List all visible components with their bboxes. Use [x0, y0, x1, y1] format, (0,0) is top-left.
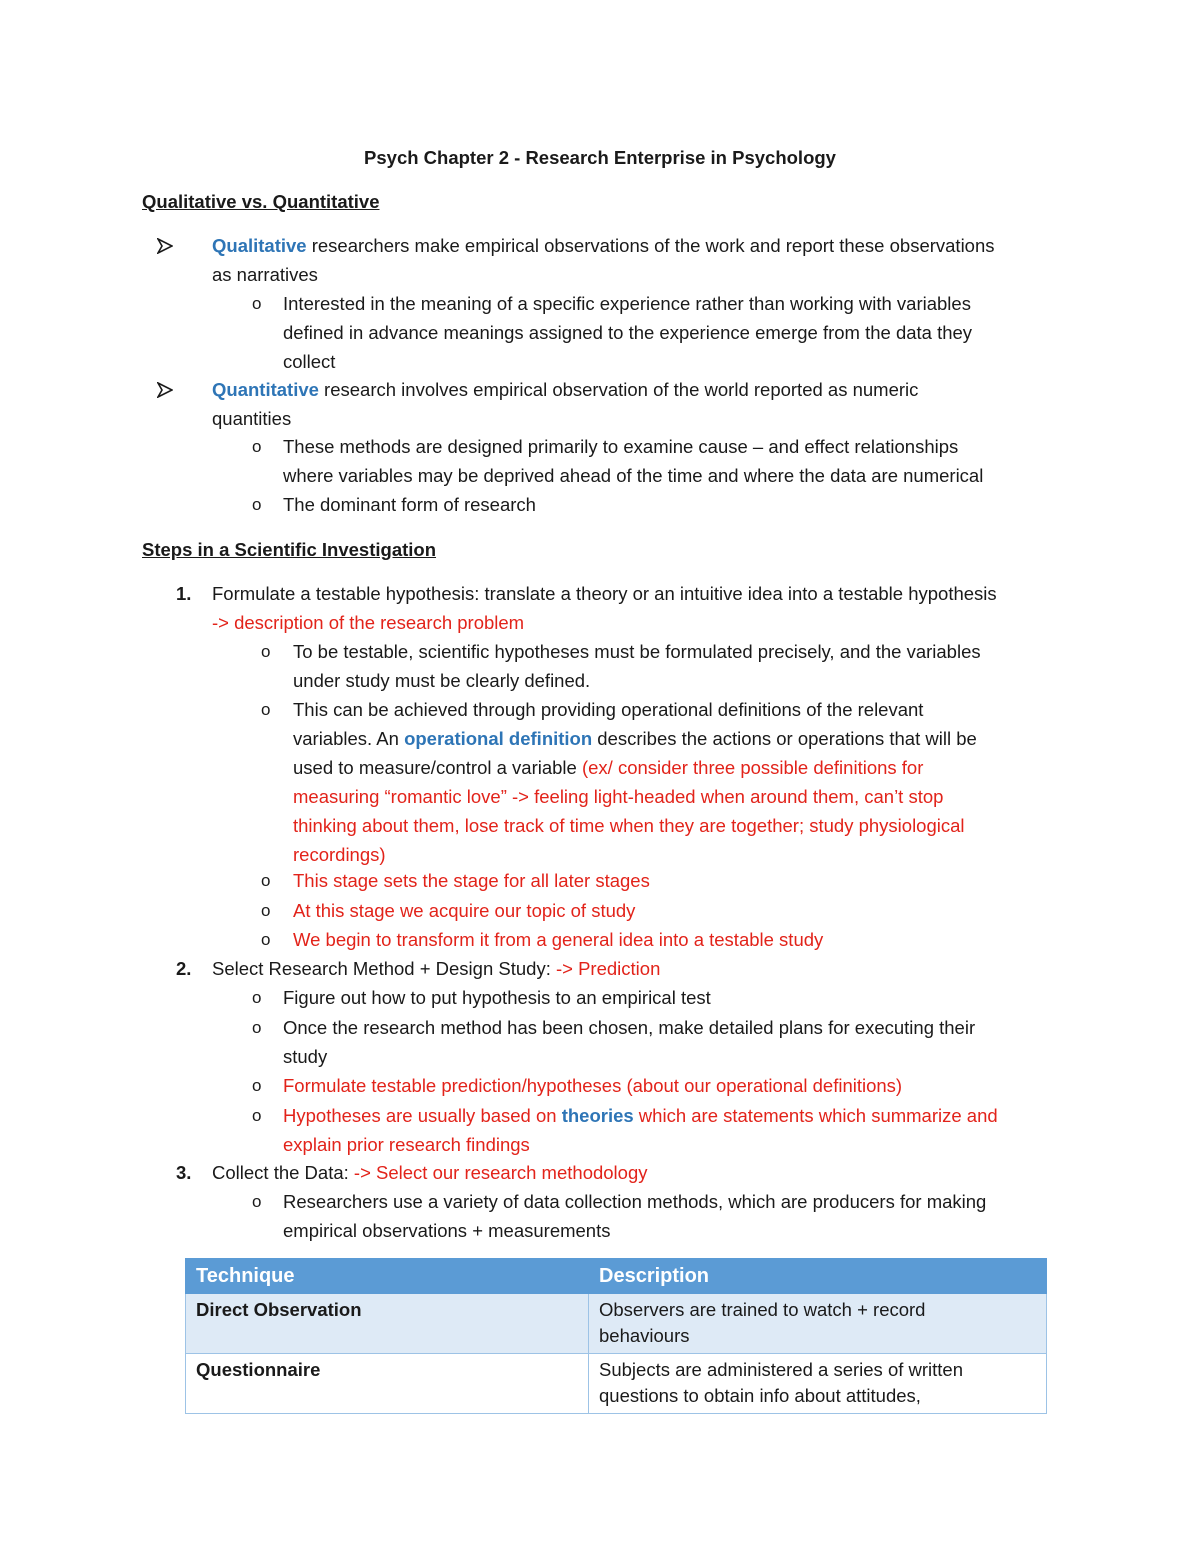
- step1-sub-1: To be testable, scientific hypotheses must be formulated precisely, and the variables under study must be clearly defined.: [293, 641, 981, 691]
- step1-text: Formulate a testable hypothesis: translate a theory or an intuitive idea into a testable hypothesis -> description of the research problem: [212, 583, 997, 633]
- sub-bullet-marker: o: [252, 988, 262, 1007]
- table-cell-description: Observers are trained to watch + record behaviours: [589, 1294, 1047, 1354]
- sub-bullet-marker: o: [261, 700, 271, 719]
- arrow-bullet-icon: [155, 231, 185, 260]
- step3-sub-1: Researchers use a variety of data collection methods, which are producers for making empirical observations + measurements: [283, 1191, 987, 1241]
- sub-bullet-marker: o: [261, 930, 271, 949]
- table-cell-description: Subjects are administered a series of written questions to obtain info about attitudes,: [589, 1354, 1047, 1414]
- section-heading-steps: Steps in a Scientific Investigation: [142, 539, 437, 560]
- step3-text: Collect the Data: -> Select our research methodology: [212, 1162, 648, 1183]
- sub-bullet-marker: o: [261, 642, 271, 661]
- quantitative-bullet: Quantitative research involves empirical observation of the world reported as numeric quantities: [212, 379, 919, 429]
- step1-sub-4: At this stage we acquire our topic of study: [293, 900, 636, 921]
- page-title: Psych Chapter 2 - Research Enterprise in Psychology: [364, 147, 836, 168]
- qualitative-term: Qualitative: [212, 235, 307, 256]
- step-number: 1.: [176, 583, 192, 604]
- step1-sub-5: We begin to transform it from a general idea into a testable study: [293, 929, 824, 950]
- sub-bullet-marker: o: [261, 871, 271, 890]
- table-row: [186, 1294, 1047, 1354]
- quantitative-sub-2: The dominant form of research: [283, 494, 536, 515]
- step2-text: Select Research Method + Design Study: -> Prediction: [212, 958, 661, 979]
- sub-bullet-marker: o: [252, 294, 262, 313]
- theories-term: theories: [561, 1105, 634, 1126]
- sub-bullet-marker: o: [252, 1018, 262, 1037]
- arrow-bullet-icon: [155, 375, 185, 404]
- quantitative-sub-1: These methods are designed primarily to examine cause – and effect relationships where variables may be deprived ahead of the time and where the data are numerical: [283, 436, 984, 486]
- sub-bullet-marker: o: [252, 495, 262, 514]
- operational-definition-term: operational definition: [404, 728, 593, 749]
- table-cell-technique: Direct Observation: [186, 1294, 589, 1354]
- technique-table: [185, 1258, 1047, 1414]
- step1-sub-2: This can be achieved through providing operational definitions of the relevant variables. An operational definition describes the actions or operations that will be used to measure/control a variable (ex/ consider three possible definitions for measuring “romantic love” -> feeling light-headed when around them, can’t stop thinking about them, lose track of time when they are together; study physiological recordings): [293, 699, 977, 865]
- section-heading-qual-quant: Qualitative vs. Quantitative: [142, 191, 380, 212]
- sub-bullet-marker: o: [261, 901, 271, 920]
- step2-sub-2: Once the research method has been chosen, make detailed plans for executing their study: [283, 1017, 976, 1067]
- table-cell-technique: Questionnaire: [186, 1354, 589, 1414]
- step2-sub-1: Figure out how to put hypothesis to an empirical test: [283, 987, 711, 1008]
- step-number: 3.: [176, 1162, 192, 1183]
- table-header-row: [186, 1259, 1047, 1294]
- sub-bullet-marker: o: [252, 1106, 262, 1125]
- sub-bullet-marker: o: [252, 1076, 262, 1095]
- step2-sub-3: Formulate testable prediction/hypotheses (about our operational definitions): [283, 1075, 903, 1096]
- step1-sub-3: This stage sets the stage for all later stages: [293, 870, 650, 891]
- sub-bullet-marker: o: [252, 437, 262, 456]
- table-row: [186, 1354, 1047, 1414]
- quantitative-term: Quantitative: [212, 379, 319, 400]
- qualitative-bullet: Qualitative researchers make empirical observations of the work and report these observations: [212, 235, 995, 256]
- qualitative-sub-1: Interested in the meaning of a specific experience rather than working with variables defined in advance meanings assigned to the experience emerge from the data they collect: [283, 293, 973, 372]
- qualitative-bullet-cont: as narratives: [212, 264, 318, 285]
- table-header-description: Description: [589, 1259, 1047, 1294]
- table-header-technique: Technique: [186, 1259, 589, 1294]
- sub-bullet-marker: o: [252, 1192, 262, 1211]
- step2-sub-4: Hypotheses are usually based on theories which are statements which summarize and explain prior research findings: [283, 1105, 998, 1155]
- step-number: 2.: [176, 958, 192, 979]
